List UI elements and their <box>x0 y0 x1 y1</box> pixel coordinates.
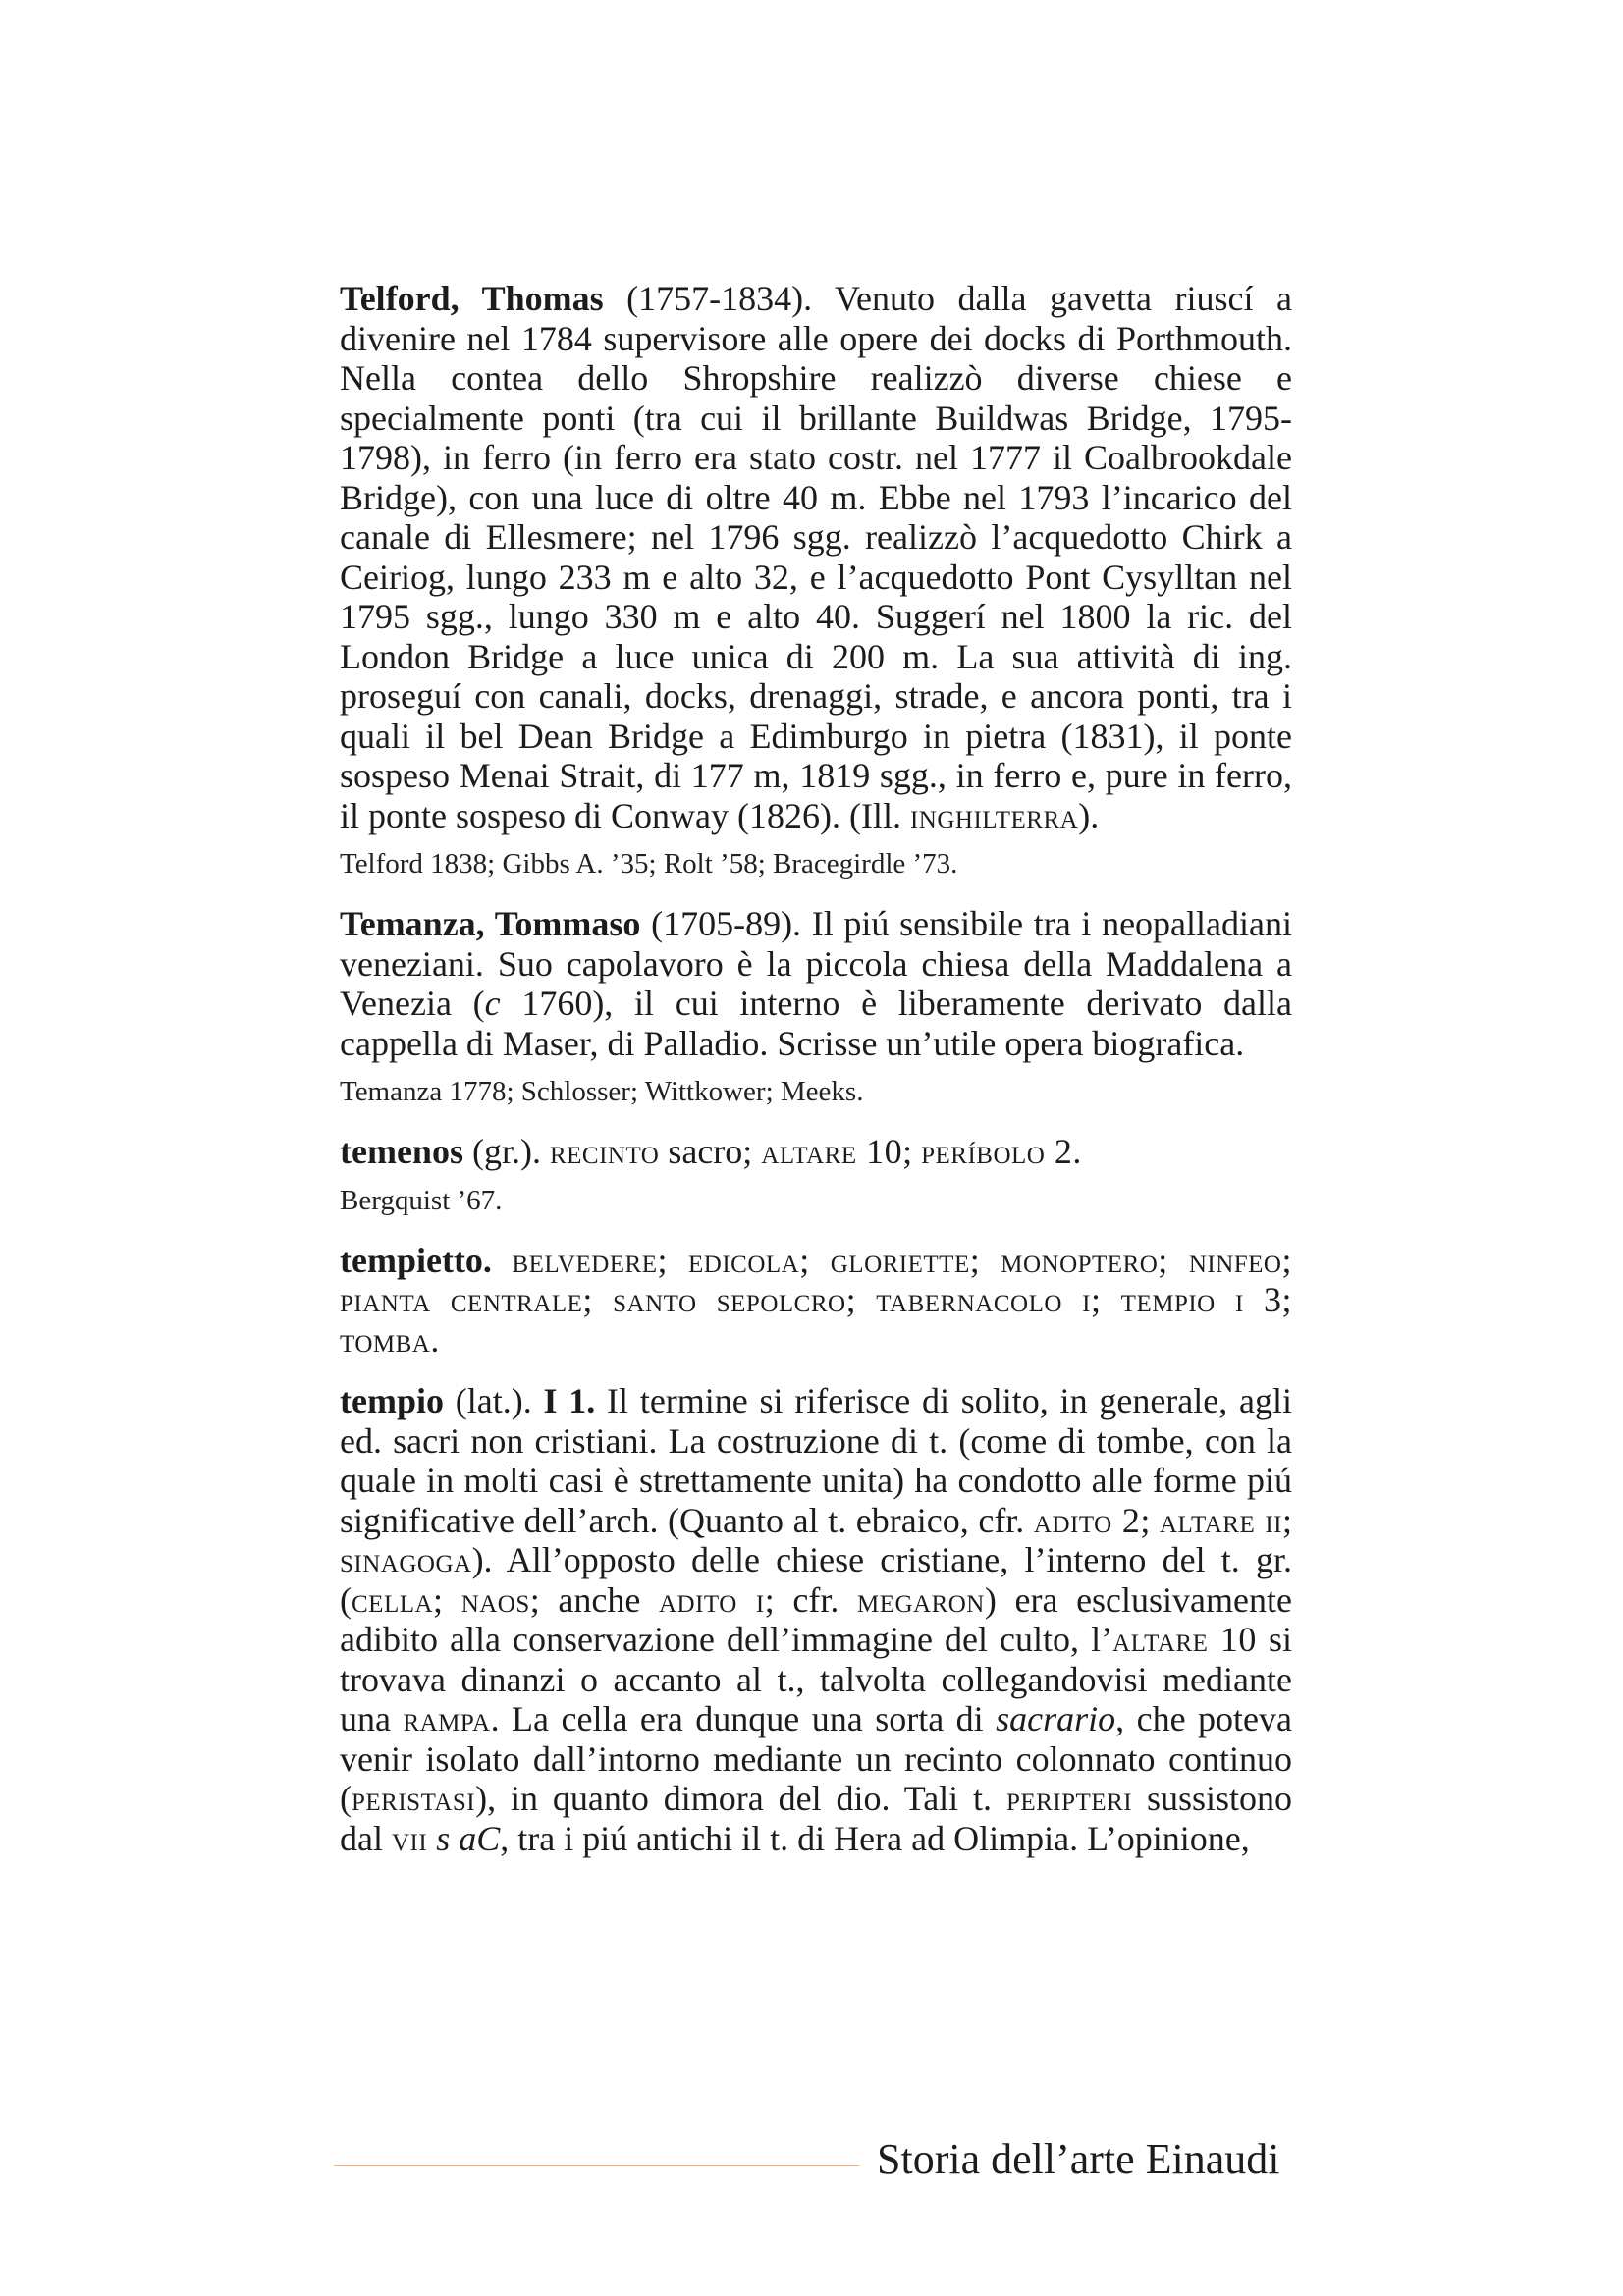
entry-telford <box>340 279 1292 882</box>
entry-tempio <box>340 1381 1292 1858</box>
bibliography: Bergquist ’67. <box>340 1184 503 1216</box>
headword: temenos <box>340 1132 463 1171</box>
entry-tempietto <box>340 1241 1292 1361</box>
footer-rule <box>334 2165 859 2166</box>
page-footer <box>0 2130 1623 2189</box>
entry-text: temenos (gr.). recinto sacro; altare 10; períbolo 2. <box>340 1132 1082 1171</box>
entry-text: Telford, Thomas (1757-1834). Venuto dalla gavetta riuscí a divenire nel 1784 supervisore alle opere dei docks di Porthmouth. Nella contea dello Shropshire realizzò diverse chiese e specialmente ponti (tra cui il brillante Buildwas Bridge, 1795-1798), in ferro (in ferro era stato costr. nel 1777 il Coalbrookdale Bridge), con una luce di oltre 40 m. Ebbe nel 1793 l’incarico del canale di Ellesmere; nel 1796 sgg. realizzò l’acquedotto Chirk a Ceiriog, lungo 233 m e alto 32, e l’acquedotto Pont Cysylltan nel 1795 sgg., lungo 330 m e alto 40. Suggerí nel 1800 la ric. del London Bridge a luce unica di 200 m. La sua attività di ing. proseguí con canali, docks, drenaggi, strade, e ancora ponti, tra i quali il bel Dean Bridge a Edimburgo in pietra (1831), il ponte sospeso Menai Strait, di 177 m, 1819 sgg., in ferro e, pure in ferro, il ponte sospeso di Conway (1826). (Ill. inghilterra). <box>340 279 1292 835</box>
headword: tempio <box>340 1381 444 1420</box>
entry-temenos <box>340 1132 1292 1219</box>
headword: tempietto. <box>340 1240 492 1280</box>
headword: Telford, Thomas <box>340 279 604 318</box>
headword: Temanza, Tommaso <box>340 904 641 943</box>
entry-temanza <box>340 904 1292 1110</box>
dictionary-text-column <box>340 279 1292 1868</box>
publication-title: Storia dell’arte Einaudi <box>877 2135 1280 2183</box>
bibliography: Temanza 1778; Schlosser; Wittkower; Meeks. <box>340 1076 864 1107</box>
entry-text: Temanza, Tommaso (1705-89). Il piú sensibile tra i neopalladiani veneziani. Suo capolavoro è la piccola chiesa della Maddalena a Venezia (c 1760), il cui interno è liberamente derivato dalla cappella di Maser, di Palladio. Scrisse un’utile opera biografica. <box>340 904 1292 1063</box>
entry-text: tempietto. belvedere; edicola; gloriette; monoptero; ninfeo; pianta centrale; santo sepolcro; tabernacolo i; tempio i 3; tomba. <box>340 1240 1292 1360</box>
bibliography: Telford 1838; Gibbs A. ’35; Rolt ’58; Bracegirdle ’73. <box>340 848 958 880</box>
entry-text: tempio (lat.). I 1. Il termine si riferisce di solito, in generale, agli ed. sacri non cristiani. La costruzione di t. (come di tombe, con la quale in molti casi è strettamente unita) ha condotto alle forme piú significative dell’arch. (Quanto al t. ebraico, cfr. adito 2; altare ii; sinagoga). All’opposto delle chiese cristiane, l’interno del t. gr. (cella; naos; anche adito i; cfr. megaron) era esclusivamente adibito alla conservazione dell’immagine del culto, l’altare 10 si trovava dinanzi o accanto al t., talvolta collegandovisi mediante una rampa. La cella era dunque una sorta di sacrario, che poteva venir isolato dall’intorno mediante un recinto colonnato continuo (peristasi), in quanto dimora del dio. Tali t. peripteri sussistono dal vii s aC, tra i piú antichi il t. di Hera ad Olimpia. L’opinione, <box>340 1381 1293 1858</box>
